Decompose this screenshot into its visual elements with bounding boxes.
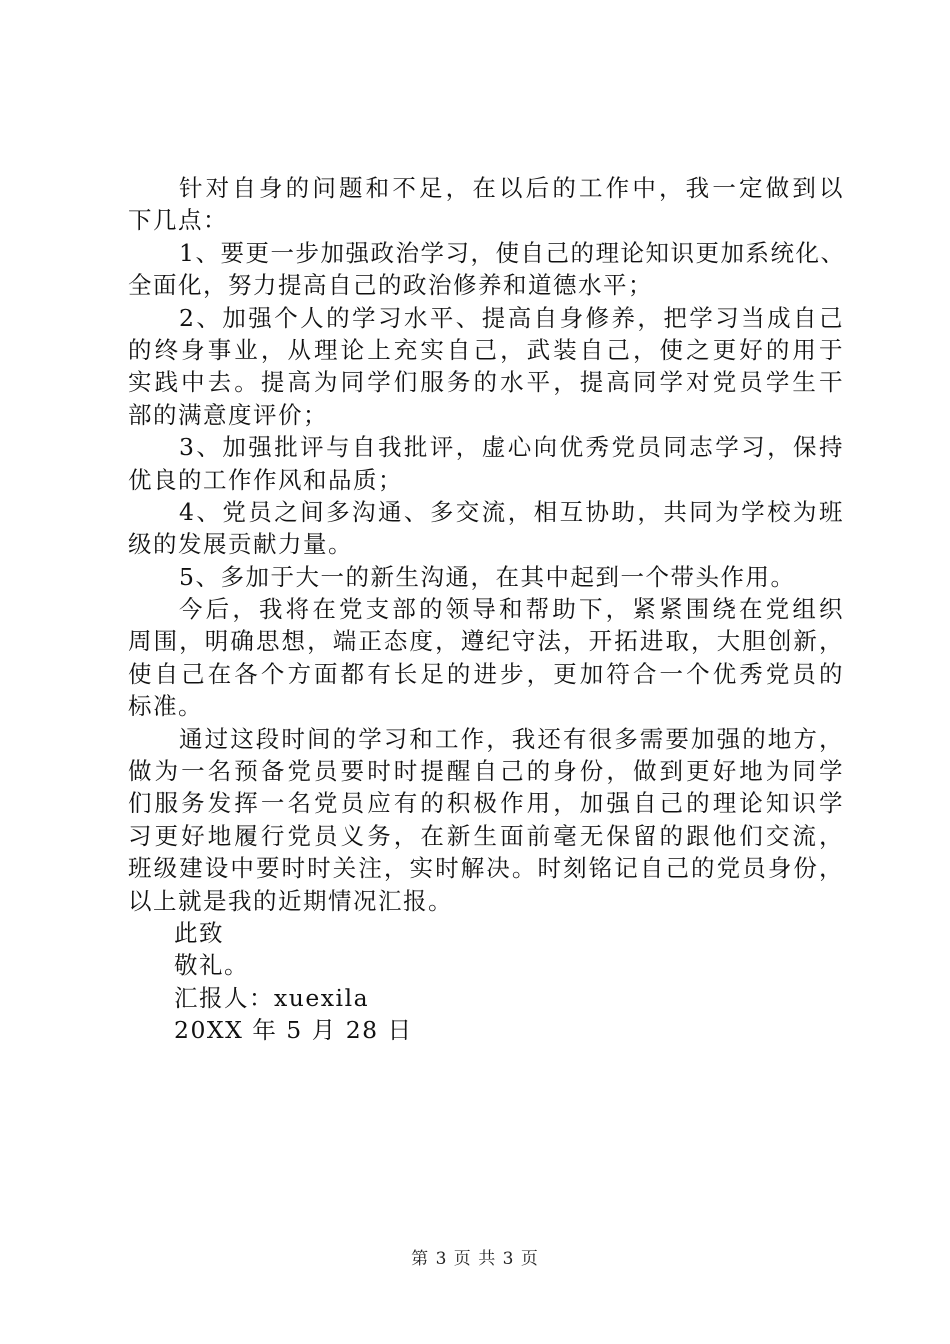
list-item-line: 全面化，努力提高自己的政治修养和道德水平；: [128, 271, 653, 300]
list-item-line: 1、要更一步加强政治学习，使自己的理论知识更加系统化、: [179, 238, 846, 267]
paragraph-line: 习更好地履行党员义务，在新生面前毫无保留的跟他们交流，: [128, 821, 844, 850]
page-number-footer: 第 3 页 共 3 页: [411, 1249, 539, 1269]
paragraph-line: 针对自身的问题和不足，在以后的工作中，我一定做到以: [179, 174, 844, 202]
list-item-line: 部的满意度评价；: [128, 400, 328, 429]
list-item-line: 2、加强个人的学习水平、提高自身修养，把学习当成自己: [179, 303, 844, 332]
paragraph-line: 做为一名预备党员要时时提醒自己的身份，做到更好地为同学: [128, 757, 844, 786]
list-item-line: 级的发展贡献力量。: [128, 530, 353, 559]
list-item-line: 4、党员之间多沟通、多交流，相互协助，共同为学校为班: [179, 497, 844, 526]
paragraph-line: 周围，明确思想，端正态度，遵纪守法，开拓进取，大胆创新，: [128, 627, 844, 656]
list-item-line: 优良的工作作风和品质；: [128, 465, 403, 494]
paragraph-line: 标准。: [128, 692, 203, 721]
paragraph-line: 今后，我将在党支部的领导和帮助下，紧紧围绕在党组织: [179, 595, 844, 624]
paragraph-line: 班级建设中要时时关注，实时解决。时刻铭记自己的党员身份，: [128, 854, 844, 883]
closing-salutation: 此致: [174, 918, 224, 947]
paragraph-line: 使自己在各个方面都有长足的进步，更加符合一个优秀党员的: [128, 659, 844, 688]
list-item-line: 5、多加于大一的新生沟通，在其中起到一个带头作用。: [179, 562, 796, 591]
report-body: [128, 172, 844, 1047]
closing-respect: 敬礼。: [174, 951, 249, 980]
list-item-line: 3、加强批评与自我批评，虚心向优秀党员同志学习，保持: [179, 433, 844, 462]
list-item-line: 的终身事业，从理论上充实自己，武装自己，使之更好的用于: [128, 335, 844, 364]
paragraph-line: 下几点：: [128, 206, 228, 235]
paragraph-line: 通过这段时间的学习和工作，我还有很多需要加强的地方，: [179, 724, 844, 753]
reporter-signature: 汇报人：xuexila: [174, 983, 370, 1012]
report-date: 20XX 年 5 月 28 日: [174, 1016, 413, 1045]
list-item-line: 实践中去。提高为同学们服务的水平，提高同学对党员学生干: [128, 368, 844, 397]
paragraph-line: 们服务发挥一名党员应有的积极作用，加强自己的理论知识学: [128, 789, 844, 818]
paragraph-line: 以上就是我的近期情况汇报。: [128, 886, 453, 915]
